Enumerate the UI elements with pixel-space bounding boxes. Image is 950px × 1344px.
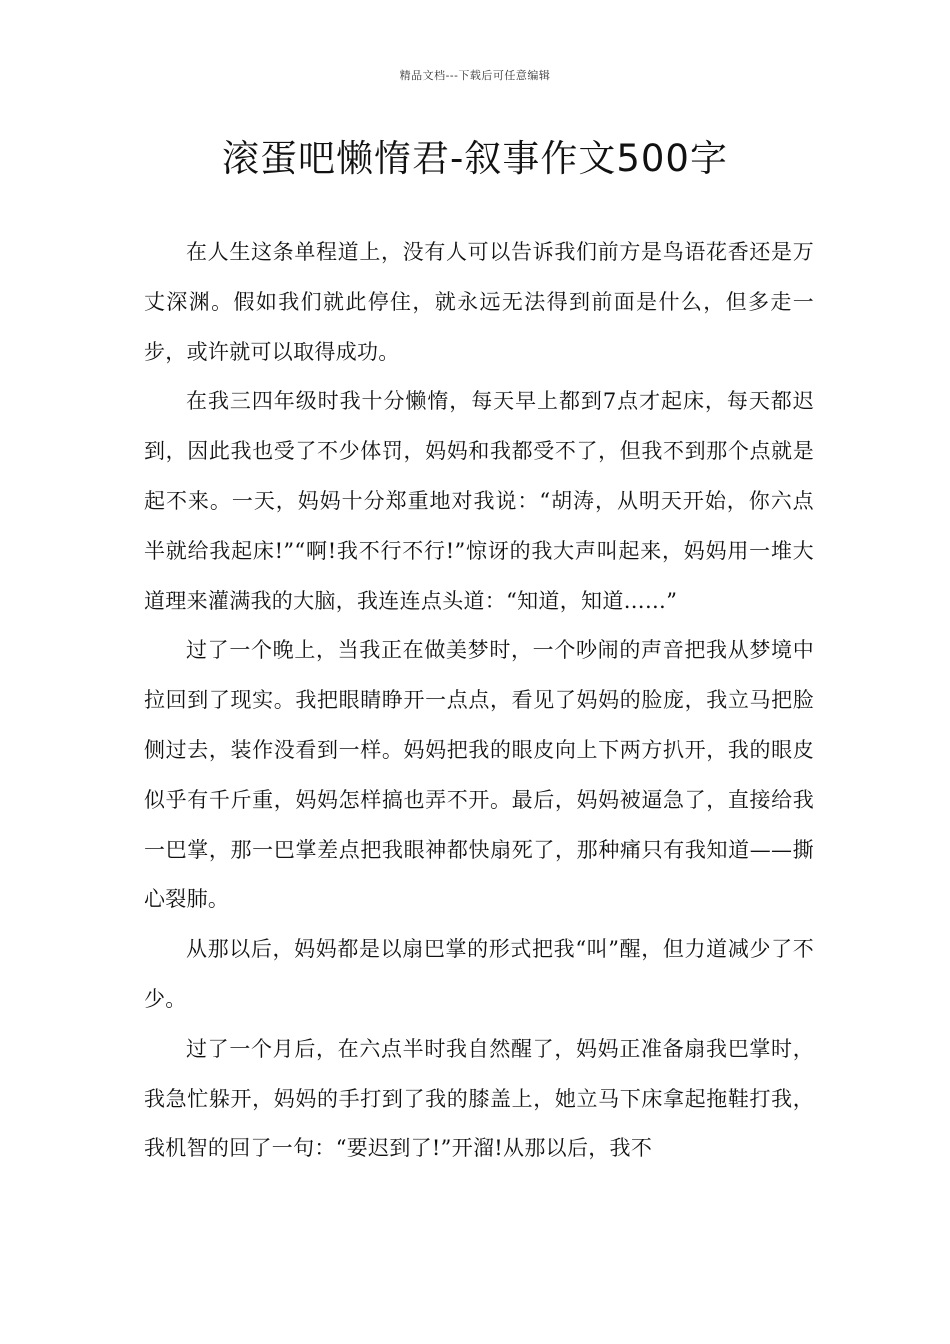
paragraph-1: 在人生这条单程道上，没有人可以告诉我们前方是鸟语花香还是万丈深渊。假如我们就此停住，就永远无法得到前面是什么，但多走一步，或许就可以取得成功。 <box>144 240 814 364</box>
page-header: 精品文档---下载后可任意编辑 <box>399 69 551 82</box>
document-body <box>144 228 814 1174</box>
document-title: 滚蛋吧懒惰君-叙事作文500字 <box>222 137 728 180</box>
paragraph-5: 过了一个月后，在六点半时我自然醒了，妈妈正准备扇我巴掌时，我急忙躲开，妈妈的手打到了我的膝盖上，她立马下床拿起拖鞋打我，我机智的回了一句：“要迟到了!”开溜!从那以后，我不 <box>144 1036 814 1161</box>
paragraph-3: 过了一个晚上，当我正在做美梦时，一个吵闹的声音把我从梦境中拉回到了现实。我把眼睛睁开一点点，看见了妈妈的脸庞，我立马把脸侧过去，装作没看到一样。妈妈把我的眼皮向上下两方扒开，我的眼皮似乎有千斤重，妈妈怎样搞也弄不开。最后，妈妈被逼急了，直接给我一巴掌，那一巴掌差点把我眼神都快扇死了，那种痛只有我知道——撕心裂肺。 <box>144 638 814 912</box>
paragraph-4: 从那以后，妈妈都是以扇巴掌的形式把我“叫”醒，但力道减少了不少。 <box>144 937 814 1011</box>
paragraph-2: 在我三四年级时我十分懒惰，每天早上都到7点才起床，每天都迟到，因此我也受了不少体罚，妈妈和我都受不了，但我不到那个点就是起不来。一天，妈妈十分郑重地对我说：“胡涛，从明天开始，你六点半就给我起床!”“啊!我不行不行!”惊讶的我大声叫起来，妈妈用一堆大道理来灌满我的大脑，我连连点头道：“知道，知道……” <box>144 389 814 613</box>
